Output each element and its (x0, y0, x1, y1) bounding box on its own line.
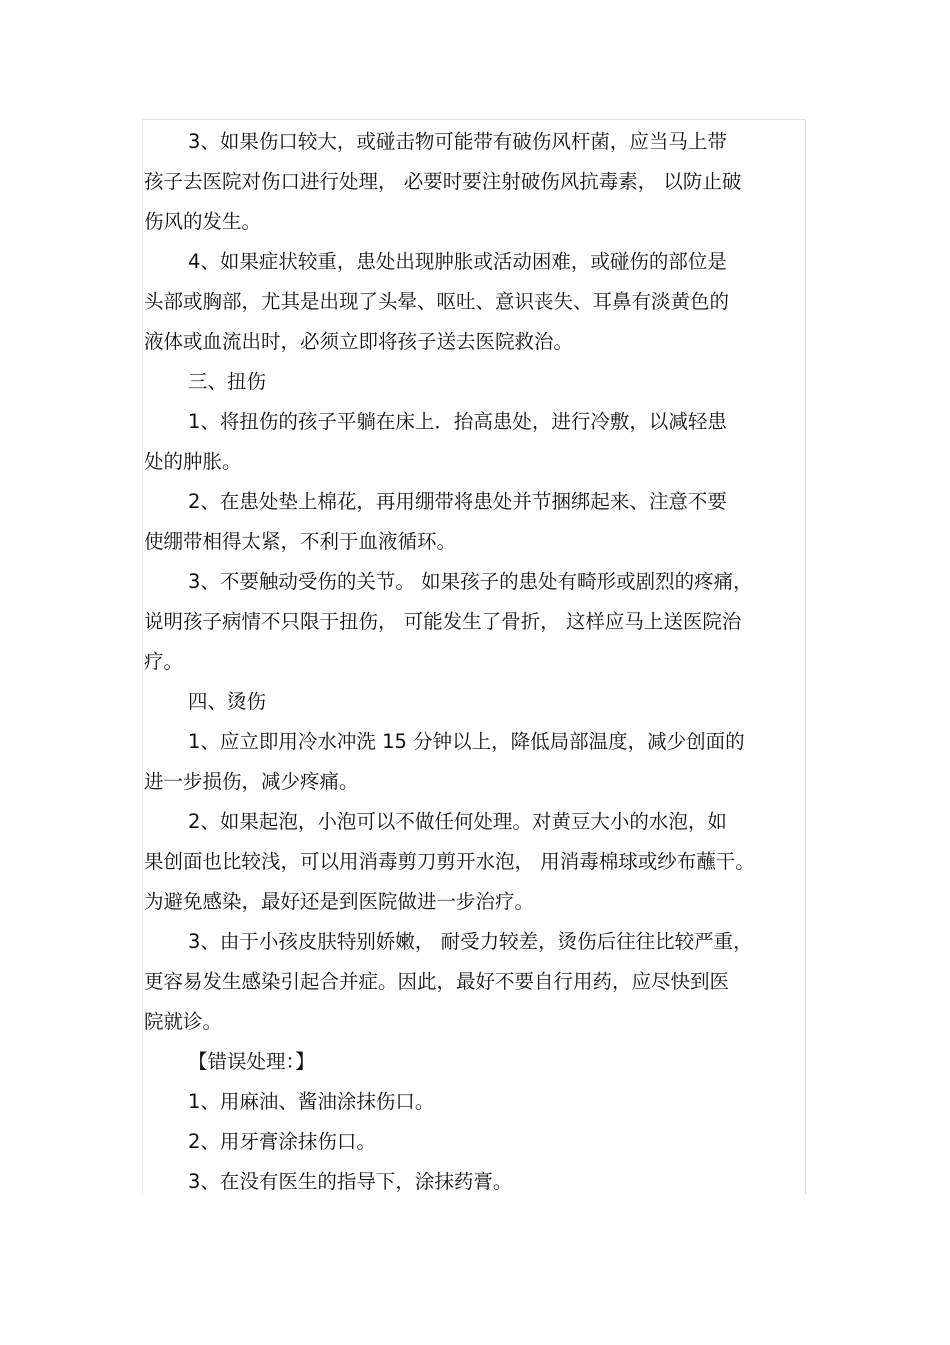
list-item: 3、在没有医生的指导下，涂抹药膏。 (188, 1170, 513, 1193)
text-line: 2、如果起泡，小泡可以不做任何处理。对黄豆大小的水泡，如 (188, 810, 727, 833)
text-line: 伤风的发生。 (144, 210, 262, 233)
subsection-heading: 【错误处理：】 (188, 1050, 315, 1073)
text-line: 孩子去医院对伤口进行处理， 必要时要注射破伤风抗毒素， 以防止破 (144, 170, 742, 193)
text-line: 更容易发生感染引起合并症。因此，最好不要自行用药，应尽快到医 (144, 970, 730, 993)
text-line: 3、不要触动受伤的关节。 如果孩子的患处有畸形或剧烈的疼痛， (188, 570, 753, 593)
text-line: 院就诊。 (144, 1010, 223, 1033)
list-item: 2、用牙膏涂抹伤口。 (188, 1130, 376, 1153)
text-line: 4、如果症状较重，患处出现肿胀或活动困难，或碰伤的部位是 (188, 250, 727, 273)
text-line: 3、如果伤口较大，或碰击物可能带有破伤风杆菌，应当马上带 (188, 130, 727, 153)
text-line: 疗。 (144, 650, 184, 673)
text-line: 2、在患处垫上棉花，再用绷带将患处并节捆绑起来、注意不要 (188, 490, 727, 513)
text-line: 头部或胸部，尤其是出现了头晕、呕吐、意识丧失、耳鼻有淡黄色的 (144, 290, 730, 313)
text-line: 3、由于小孩皮肤特别娇嫩， 耐受力较差，烫伤后往往比较严重， (188, 930, 753, 953)
text-line: 说明孩子病情不只限于扭伤， 可能发生了骨折， 这样应马上送医院治 (144, 610, 742, 633)
text-line: 果创面也比较浅，可以用消毒剪刀剪开水泡， 用消毒棉球或纱布蘸干。 (144, 850, 755, 873)
text-line: 液体或血流出时，必须立即将孩子送去医院救治。 (144, 330, 574, 353)
text-line: 处的肿胀。 (144, 450, 242, 473)
document-body (144, 122, 804, 1202)
text-line: 1、将扭伤的孩子平躺在床上．抬高患处，进行冷敷，以减轻患 (188, 410, 727, 433)
text-line: 为避免感染，最好还是到医院做进一步治疗。 (144, 890, 535, 913)
section-heading: 四、烫伤 (188, 690, 267, 713)
section-heading: 三、扭伤 (188, 370, 267, 393)
text-line: 使绷带相得太紧，不利于血液循环。 (144, 530, 457, 553)
list-item: 1、用麻油、酱油涂抹伤口。 (188, 1090, 435, 1113)
text-line: 1、应立即用冷水冲洗 15 分钟以上，降低局部温度，减少创面的 (188, 730, 745, 753)
text-line: 进一步损伤，减少疼痛。 (144, 770, 359, 793)
